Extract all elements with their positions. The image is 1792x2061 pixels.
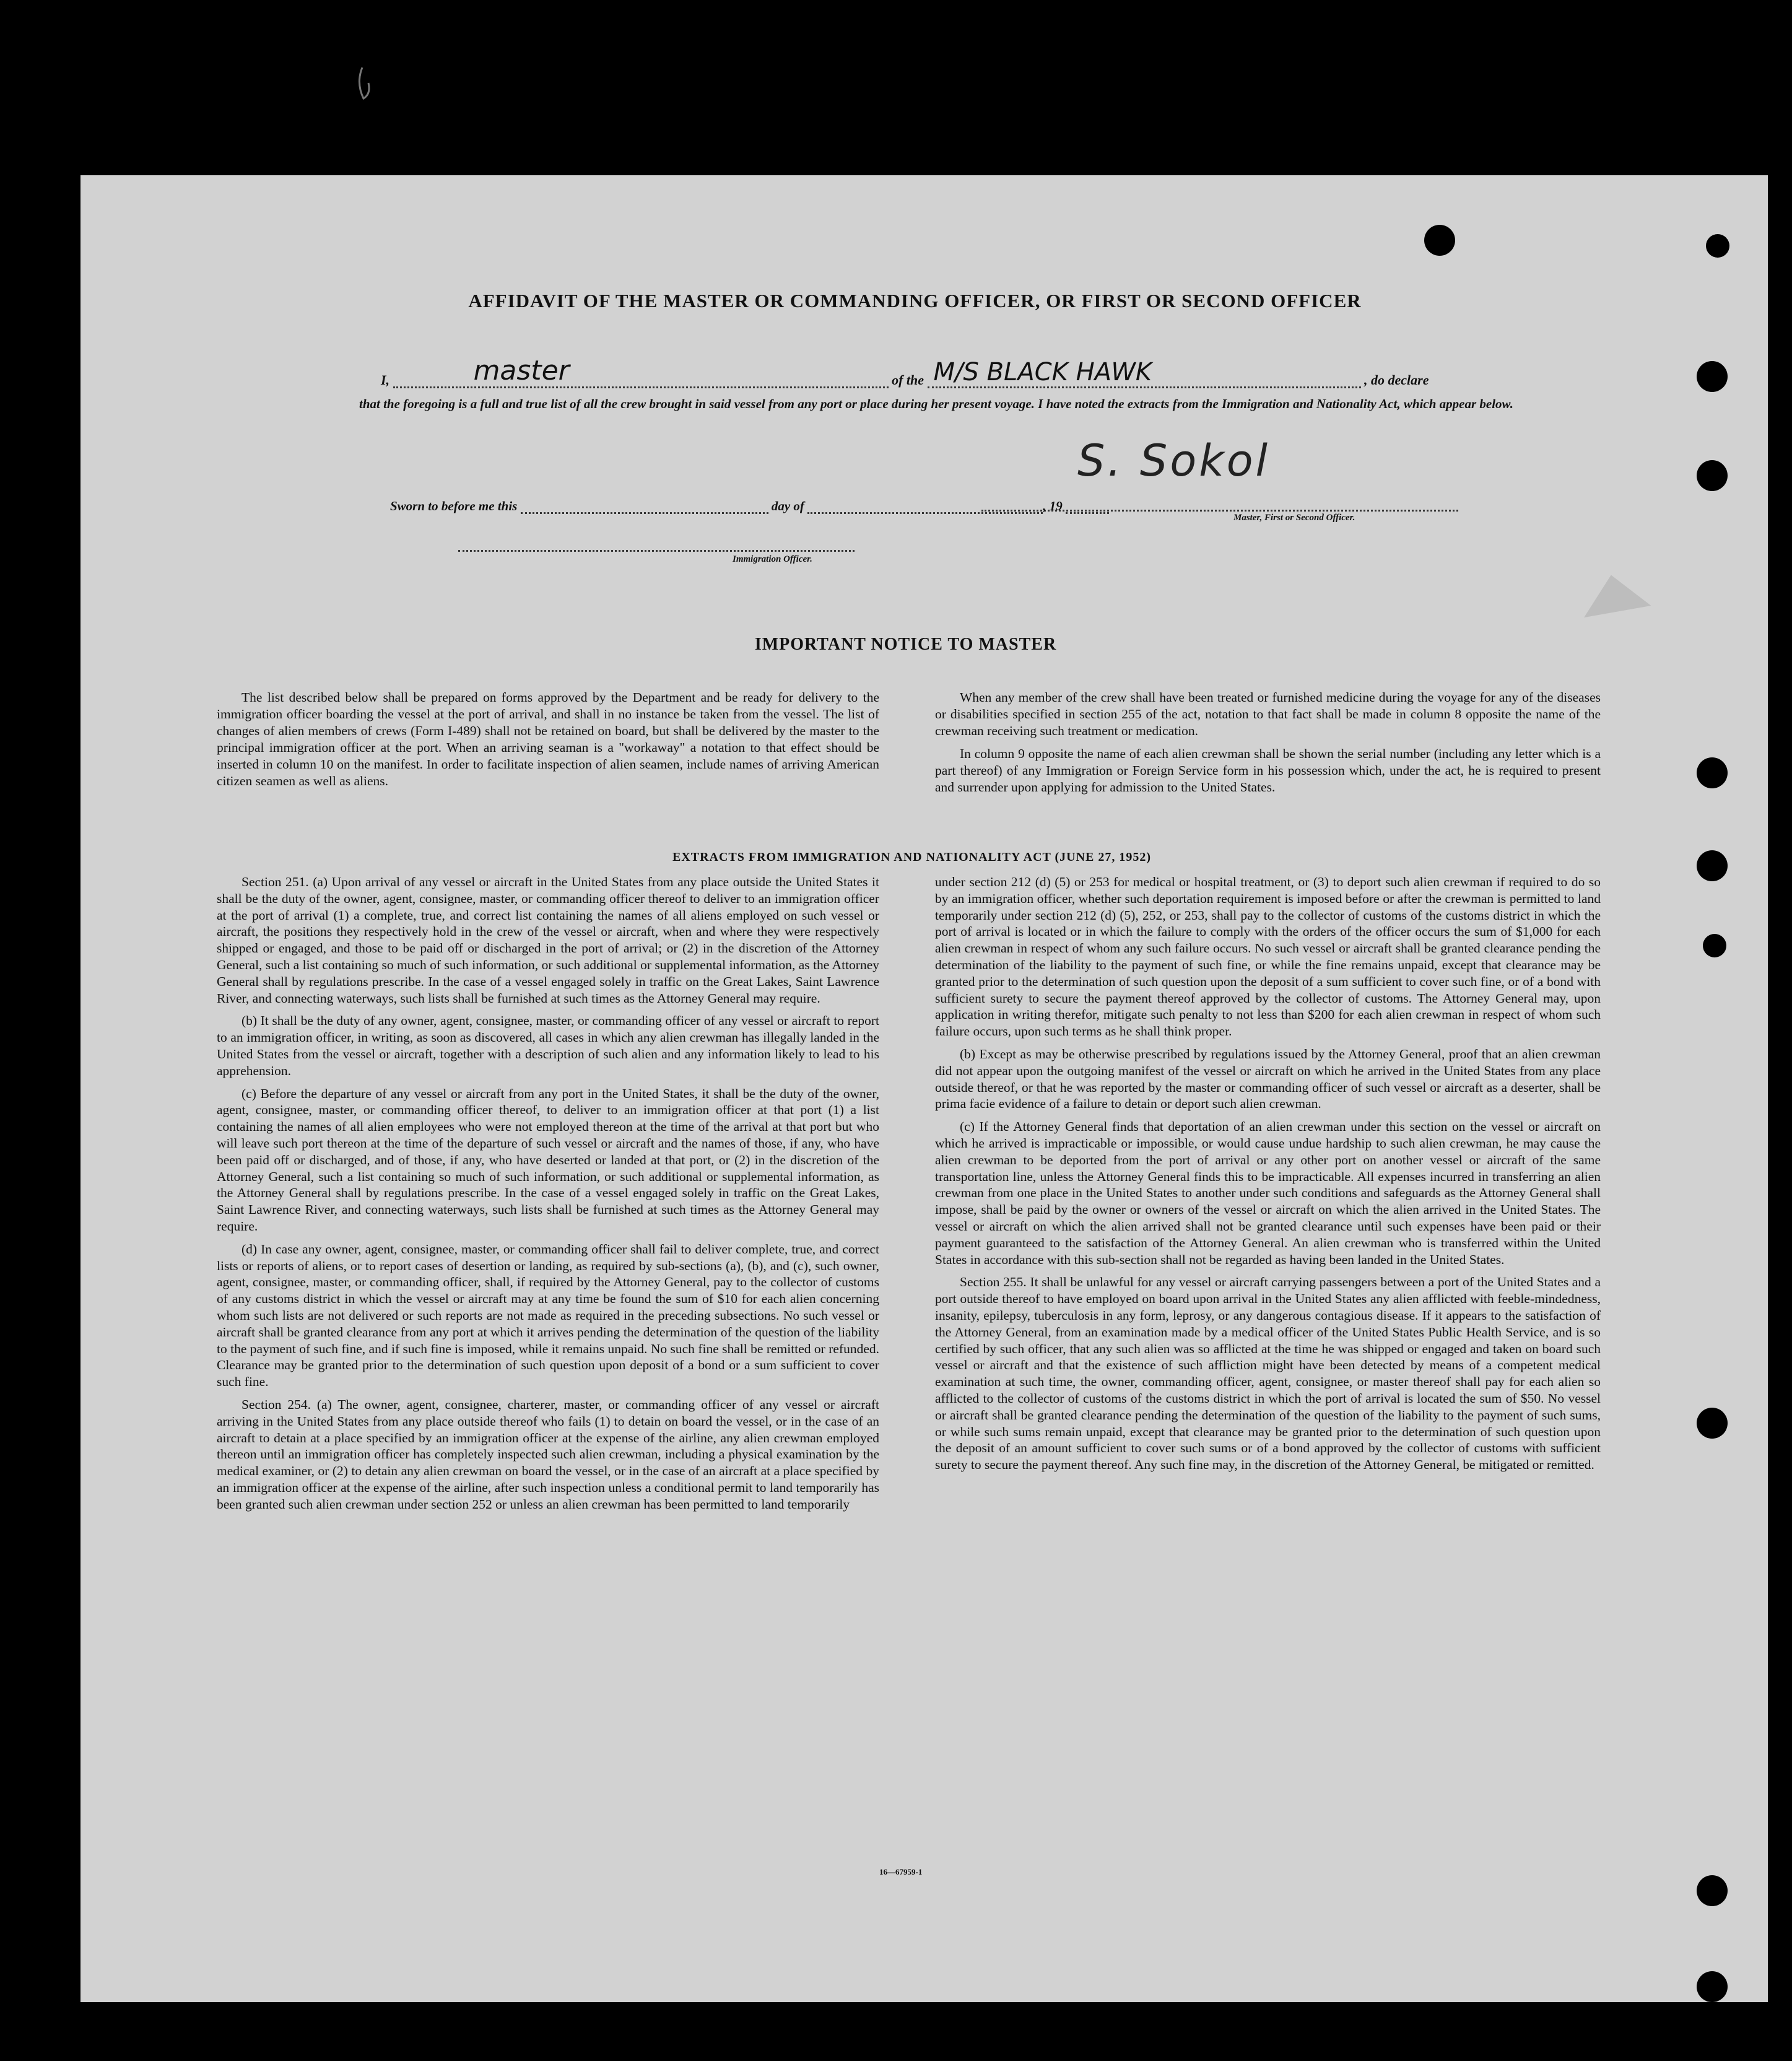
extract-paragraph: Section 255. It shall be unlawful for any vessel or aircraft carrying passengers between a port of the United States and a port outside thereof to have employed on board upon arrival in the United States any alien afflicted with feeble-mindedness, insanity, epilepsy, tuberculosis in any form, leprosy, or any dangerous contagious disease. If it appears to the satisfaction of the Attorney General, from an examination made by a medical officer of the United States Public Health Service, and is so certified by such officer, that any such alien was so afflicted at the time he was shipped or engaged and taken on board such vessel or aircraft and that the existence of such affliction might have been detected by means of a competent medical examination at such time, the owner, commanding officer, agent, consignee, or master thereof shall pay for each alien so afflicted to the collector of customs of the customs district in which the port of arrival is located the sum of $50. No vessel or aircraft shall be granted clearance pending the determination of the question of the liability to the payment of such sums, or while such sums remain unpaid, except that clearance may be granted prior to the determination of such question upon the deposit of an amount sufficient to cover such sums or of a bond approved by the collector of customs with sufficient surety to secure the payment thereof. Any such fine may, in the discretion of the Attorney General, be mitigated or remitted. (935, 1275, 1601, 1473)
punch-hole (1697, 757, 1728, 788)
immigration-officer-line (458, 550, 855, 552)
declarant-name: master (473, 355, 570, 386)
notice-left-column (217, 689, 879, 796)
affidavit-title: AFFIDAVIT OF THE MASTER OR COMMANDING OFFICER, OR FIRST OR SECOND OFFICER (468, 290, 1362, 312)
punch-hole (1697, 361, 1728, 392)
extract-paragraph: (b) It shall be the duty of any owner, agent, consignee, master, or commanding officer of any vessel or aircraft to report to an immigration officer, in writing, as soon as discovered, all cases in which any alien crewman has illegally landed in the United States from the vessel or aircraft, together with a description of such alien and any information likely to lead to his apprehension. (217, 1013, 879, 1078)
extracts-right-column (935, 874, 1601, 1479)
sworn-line: Sworn to before me this day of , 19 (390, 499, 1109, 514)
immigration-officer-caption: Immigration Officer. (733, 554, 812, 564)
punch-hole (1703, 934, 1726, 957)
extracts-title: EXTRACTS FROM IMMIGRATION AND NATIONALITY ACT (JUNE 27, 1952) (672, 850, 1152, 864)
punch-hole (1424, 225, 1455, 256)
corner-pencil-mark (356, 64, 381, 102)
punch-hole (1706, 234, 1729, 258)
punch-hole (1697, 1971, 1728, 2002)
officer-signature: S. Sokol (1077, 435, 1271, 486)
extract-paragraph: Section 251. (a) Upon arrival of any vessel or aircraft in the United States from any place outside the United States it shall be the duty of the owner, agent, consignee, master, or commanding officer thereof to deliver to an immigration officer at the port of arrival (1) a complete, true, and correct list containing the names of all aliens employed on such vessel or aircraft, the positions they respectively hold in the crew of the vessel or aircraft, when and where they were respectively shipped or engaged, and those to be paid off or discharged in the port of arrival; or (2) in the discretion of the Attorney General, such a list containing so much of such information, or such additional or supplemental information, as the Attorney General shall by regulations prescribe. In the case of a vessel engaged solely in traffic on the Great Lakes, Saint Lawrence River, and connecting waterways, such lists shall be furnished at such times as the Attorney General may require. (217, 874, 879, 1006)
punch-hole (1697, 1875, 1728, 1906)
notice-paragraph: When any member of the crew shall have been treated or furnished medicine during the voyage for any of the diseases or disabilities specified in section 255 of the act, notation to that fact shall be made in column 8 opposite the name of the crewman receiving such treatment or medication. (935, 690, 1601, 738)
notice-paragraph: The list described below shall be prepared on forms approved by the Department and be ready for delivery to the immigration officer boarding the vessel at the port of arrival, and shall in no instance be taken from the vessel. The list of changes of alien members of crews (Form I-489) shall not be retained on board, but shall be delivered by the master to the principal immigration officer at the port. When an arriving seaman is a "workaway" a notation to that effect should be inserted in column 10 on the manifest. In order to facilitate inspection of alien seamen, include names of arriving American citizen seamen as well as aliens. (217, 690, 879, 788)
vessel-field (928, 358, 1361, 388)
vessel-name: M/S BLACK HAWK (933, 358, 1152, 386)
extract-paragraph: (b) Except as may be otherwise prescribed by regulations issued by the Attorney General, proof that an alien crewman did not appear upon the outgoing manifest of the vessel or aircraft on which he arrived in the United States from any place outside thereof, or that he was reported by the master or commanding officer of such vessel or aircraft as a deserter, shall be prima facie evidence of a failure to detain or deport such alien crewman. (935, 1046, 1601, 1112)
sworn-day-field (521, 512, 768, 514)
notice-title: IMPORTANT NOTICE TO MASTER (754, 635, 1057, 654)
declarant-field (393, 355, 889, 388)
form-code: 16—67959-1 (879, 1867, 923, 1876)
sworn-year-field (1066, 512, 1109, 514)
extract-paragraph: Section 254. (a) The owner, agent, consignee, charterer, master, or commanding officer of any vessel or aircraft arriving in the United States from any place outside thereof who fails (1) to detain on board the vessel, or in the case of an aircraft to detain at a place specified by an immigration officer at the expense of the airline, any alien crewman employed thereon until an immigration officer has completely inspected such alien crewman, including a physical examination by the medical examiner, or (2) to detain any alien crewman on board the vessel, or in the case of an aircraft at a place specified by an immigration officer at the expense of the airline, after such inspection unless a conditional permit to land temporarily has been granted such alien crewman under section 252 or unless an alien crewman has been permitted to land temporarily (217, 1397, 879, 1512)
notice-right-column (935, 689, 1601, 802)
declaration-text: that the foregoing is a full and true list of all the crew brought in said vessel from any port or place during her present voyage. I have noted the extracts from the Immigration and Nationality Act, which appear below. (359, 396, 1514, 411)
affidavit-page (80, 175, 1768, 2002)
punch-hole (1697, 460, 1728, 491)
extract-paragraph: (c) If the Attorney General finds that deportation of an alien crewman under this section on the vessel or aircraft on which he arrived is impracticable or impossible, or would cause undue hardship to such alien crewman, he may cause the alien crewman to be deported from the port of arrival or any other port on another vessel or aircraft of the same transportation line, unless the Attorney General finds this to be impracticable. All expenses incurred in transferring an alien crewman from one place in the United States to another under such conditions and safeguards as the Attorney General shall impose, shall be paid by the owner or owners of the vessel or aircraft on which the alien arrived in the United States. The vessel or aircraft on which the alien arrived shall not be granted clearance until such expenses have been paid or their payment guaranteed to the satisfaction of the Attorney General. An alien crewman who is transferred within the United States in accordance with this sub-section shall not be regarded as having been landed in the United States. (935, 1119, 1601, 1267)
sworn-month-field (807, 512, 1043, 514)
declarant-line: I, master of the M/S BLACK HAWK , do declare (381, 355, 1429, 388)
notice-paragraph: In column 9 opposite the name of each alien crewman shall be shown the serial number (including any letter which is a part thereof) of any Immigration or Foreign Service form in his possession which, under the act, he is required to present and surrender upon applying for admission to the United States. (935, 746, 1601, 795)
paper-corner-tear (1578, 569, 1651, 617)
extract-paragraph: (c) Before the departure of any vessel or aircraft from any port in the United States, it shall be the duty of the owner, agent, consignee, master, or commanding officer thereof, to deliver to an immigration officer at that port (1) a list containing the names of all alien employees who were not employed thereon at the time of the arrival at that port but who will leave such port thereon at the time of the departure of such vessel or aircraft and the names of those, if any, who have been paid off or discharged, and of those, if any, who have deserted or landed at that port, or (2) in the discretion of the Attorney General, such a list containing so much of such information, or such additional or supplemental information, as the Attorney General shall by regulations prescribe. In the case of a vessel engaged solely in traffic on the Great Lakes, Saint Lawrence River, and connecting waterways, such lists shall be furnished at such times as the Attorney General may require. (217, 1086, 879, 1234)
signature-caption: Master, First or Second Officer. (1233, 513, 1355, 523)
punch-hole (1697, 1408, 1728, 1439)
extract-paragraph: (d) In case any owner, agent, consignee, master, or commanding officer shall fail to deliver complete, true, and correct lists or reports of aliens, or to report cases of desertion or landing, as required by sub-sections (a), (b), and (c), such owner, agent, consignee, master, or commanding officer, shall, if required by the Attorney General, pay to the collector of customs of any customs district in which the vessel or aircraft may at any time be found the sum of $10 for each alien concerning whom such lists are not delivered or such reports are not made as required in the preceding subsections. No such vessel or aircraft shall be granted clearance from any port at which it arrives pending the determination of the question of the liability to the payment of such fine, and if such fine is imposed, while it remains unpaid. No such fine shall be remitted or refunded. Clearance may be granted prior to the determination of such question upon deposit of a bond or a sum sufficient to cover such fine. (217, 1241, 879, 1390)
extracts-left-column (217, 874, 879, 1519)
extract-paragraph: under section 212 (d) (5) or 253 for medical or hospital treatment, or (3) to deport such alien crewman if required to do so by an immigration officer, whether such deportation requirement is imposed before or after the crewman is permitted to land temporarily under section 212 (d) (5), 252, or 253, shall pay to the collector of customs of the customs district in which the port of arrival is located or in which the failure to comply with the orders of the officer occurs the sum of $1,000 for each alien crewman in respect of whom any such failure occurs. No such vessel or aircraft shall be granted clearance pending the determination of the liability to the payment of such fine, or while the fine remains unpaid, except that clearance may be granted prior to the determination of such question upon the deposit of a sum sufficient to cover such fine, or of a bond with sufficient surety to secure the payment thereof approved by the collector of customs. The Attorney General may, upon application in writing therefor, mitigate such penalty to not less than $200 for each alien crewman in respect of whom such failure occurs, upon such terms as he shall think proper. (935, 874, 1601, 1039)
